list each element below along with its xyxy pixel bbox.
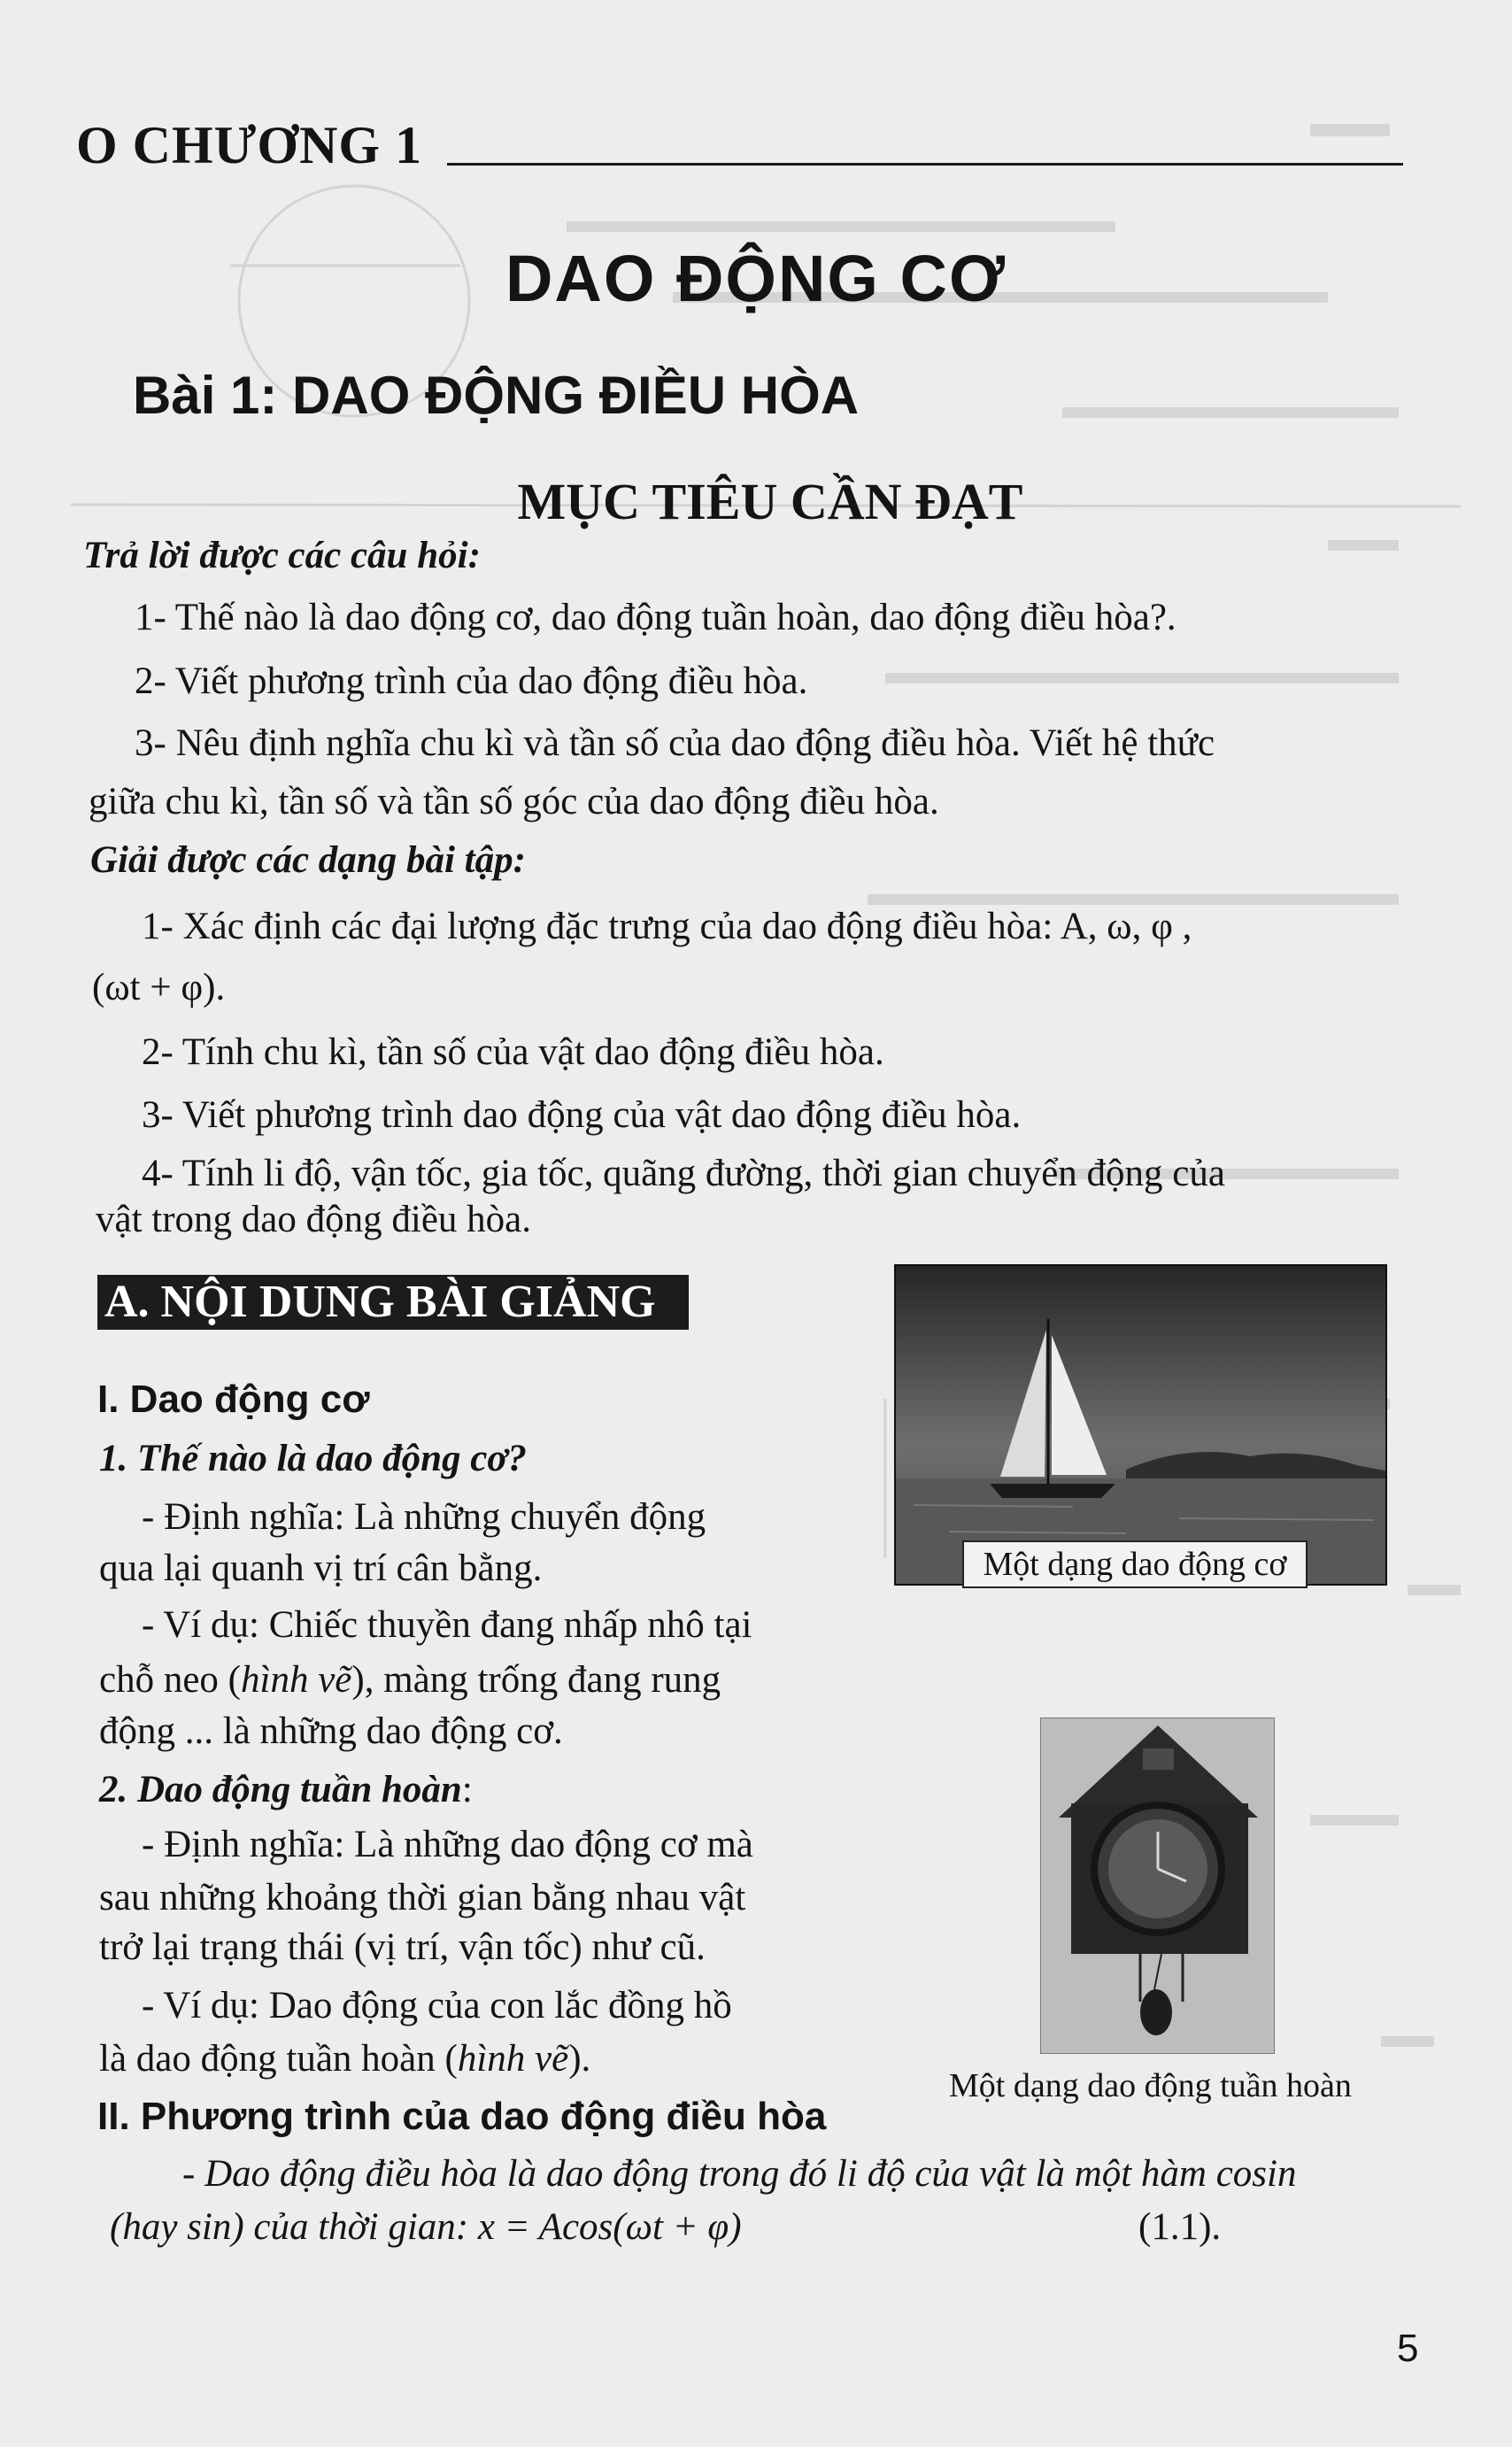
section-1-heading: I. Dao động cơ xyxy=(97,1378,370,1421)
definition-2: - Định nghĩa: Là những dao động cơ mà xyxy=(142,1824,753,1865)
page-title: DAO ĐỘNG CƠ xyxy=(505,242,1007,315)
sailboat-caption: Một dạng dao động cơ xyxy=(962,1540,1308,1588)
question-2-heading: 2. Dao động tuần hoàn: xyxy=(99,1769,473,1810)
clock-caption: Một dạng dao động tuần hoàn xyxy=(949,2067,1352,2104)
objective-question-3-cont: giữa chu kì, tần số và tần số góc của dao động điều hòa. xyxy=(89,781,939,822)
sailboat-image xyxy=(894,1264,1387,1586)
equation-number: (1.1). xyxy=(1138,2206,1222,2248)
lesson-title: Bài 1: DAO ĐỘNG ĐIỀU HÒA xyxy=(133,366,860,425)
objective-question-3: 3- Nêu định nghĩa chu kì và tần số của dao động điều hòa. Viết hệ thức xyxy=(135,722,1215,764)
equation-text-cont: (hay sin) của thời gian: x = Acos(ωt + φ) xyxy=(110,2206,742,2248)
example-2-cont: là dao động tuần hoàn (hình vẽ). xyxy=(99,2038,591,2080)
skill-1: 1- Xác định các đại lượng đặc trưng của dao động điều hòa: A, ω, φ , xyxy=(142,906,1192,947)
example-2: - Ví dụ: Dao động của con lắc đồng hồ xyxy=(142,1985,732,2026)
solve-heading: Giải được các dạng bài tập: xyxy=(90,839,526,881)
definition-1-cont: qua lại quanh vị trí cân bằng. xyxy=(99,1548,543,1589)
definition-2-cont: sau những khoảng thời gian bằng nhau vật xyxy=(99,1877,746,1918)
definition-2-cont2: trở lại trạng thái (vị trí, vận tốc) như cũ. xyxy=(99,1926,706,1968)
example-1-cont: chỗ neo (hình vẽ), màng trống đang rung xyxy=(99,1659,721,1701)
chapter-label: O CHƯƠNG 1 xyxy=(76,116,423,174)
skill-4: 4- Tính li độ, vận tốc, gia tốc, quãng đường, thời gian chuyển động của xyxy=(142,1153,1225,1194)
pendulum-clock-image xyxy=(1040,1718,1275,2054)
chapter-rule xyxy=(447,163,1403,166)
section-2-heading: II. Phương trình của dao động điều hòa xyxy=(97,2095,827,2138)
example-1-cont2: động ... là những dao động cơ. xyxy=(99,1710,563,1752)
skill-4-cont: vật trong dao động điều hòa. xyxy=(96,1199,532,1240)
objectives-heading: MỤC TIÊU CẦN ĐẠT xyxy=(517,473,1023,530)
definition-1: - Định nghĩa: Là những chuyển động xyxy=(142,1496,706,1538)
answer-heading: Trả lời được các câu hỏi: xyxy=(83,535,481,576)
objective-question-2: 2- Viết phương trình của dao động điều hòa. xyxy=(135,660,808,702)
skill-3: 3- Viết phương trình dao động của vật dao động điều hòa. xyxy=(142,1094,1022,1136)
question-1-heading: 1. Thế nào là dao động cơ? xyxy=(99,1438,527,1479)
section-a-heading: A. NỘI DUNG BÀI GIẢNG xyxy=(97,1275,689,1330)
example-1: - Ví dụ: Chiếc thuyền đang nhấp nhô tại xyxy=(142,1604,752,1646)
skill-2: 2- Tính chu kì, tần số của vật dao động điều hòa. xyxy=(142,1031,884,1073)
equation-text: - Dao động điều hòa là dao động trong đó li độ của vật là một hàm cosin xyxy=(182,2153,1297,2195)
objective-question-1: 1- Thế nào là dao động cơ, dao động tuần hoàn, dao động điều hòa?. xyxy=(135,597,1176,638)
page-number: 5 xyxy=(1397,2327,1419,2370)
skill-1-cont: (ωt + φ). xyxy=(92,967,226,1008)
